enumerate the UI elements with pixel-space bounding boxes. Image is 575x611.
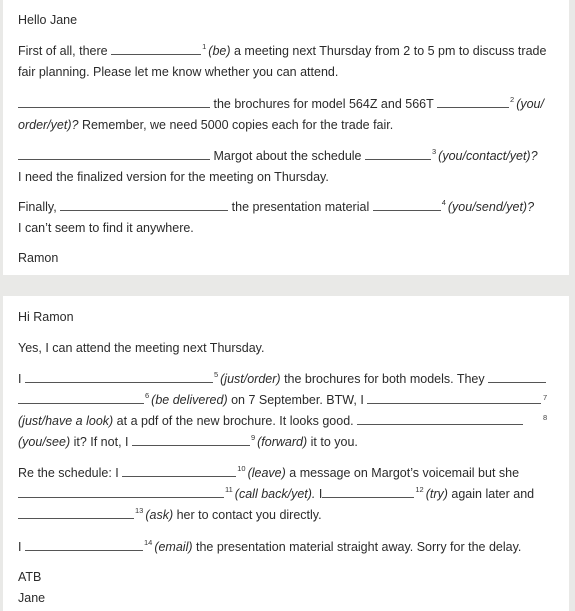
- gap-number: 12: [415, 485, 424, 494]
- line-2: fair planning. Please let me know whether you can attend.: [18, 65, 339, 79]
- line-4: order/yet)? Remember, we need 5000 copies each for the trade fair.: [18, 118, 394, 132]
- gap-number: 6: [145, 391, 150, 400]
- line-8: I can’t seem to find it anywhere.: [18, 221, 194, 235]
- email-card-ramon: [3, 0, 569, 275]
- line-5: Margot about the schedule $^3$ (you/contact/yet)?: [18, 148, 538, 166]
- gap-number: 11: [225, 485, 233, 494]
- blank-9[interactable]: [132, 434, 250, 446]
- blank-5[interactable]: [25, 371, 213, 383]
- line-6: I need the finalized version for the meeting on Thursday.: [18, 170, 329, 184]
- gap-number: 1: [202, 42, 207, 51]
- blank-4a[interactable]: [60, 199, 228, 211]
- gap-number: 10: [237, 464, 246, 473]
- blank-13[interactable]: [18, 507, 134, 519]
- gap-number: 3: [432, 147, 437, 156]
- line-7: Finally, the presentation material $^4$ (you/send/yet)?: [18, 198, 535, 214]
- gap-number: 14: [143, 538, 153, 547]
- gap-number: 13: [135, 506, 144, 515]
- gap-number: 2: [510, 95, 515, 104]
- gap-number: 5: [213, 370, 219, 379]
- signoff: Jane: [18, 591, 46, 605]
- blank-2b[interactable]: [437, 96, 509, 108]
- signoff: Ramon: [18, 251, 59, 265]
- greeting: Hi Ramon: [18, 310, 74, 324]
- gap-number: 9: [250, 433, 256, 442]
- blank-7[interactable]: [367, 392, 541, 404]
- blank-14[interactable]: [25, 539, 143, 551]
- line-9: I $^{14}$ (email) the presentation material straight away. Sorry for the delay.: [18, 538, 522, 554]
- line-4: (just/have a look) at a pdf of the new brochure. It looks good.: [18, 413, 523, 429]
- blank-6b[interactable]: [18, 392, 144, 404]
- blank-3b[interactable]: [365, 148, 431, 160]
- gap-number: 7: [543, 393, 548, 402]
- email-card-jane: [3, 296, 569, 611]
- line-6: Re the schedule: I $^{10}$ (leave) a message on Margot’s voicemail but she: [18, 464, 520, 480]
- line-1: First of all, there $^1$ (be) a meeting next Thursday from 2 to 5 pm to discuss trade: [18, 42, 547, 58]
- line-2: I $^5$ (just/order) the brochures for both models. They: [18, 371, 546, 389]
- greeting: Hello Jane: [18, 13, 78, 27]
- blank-2a[interactable]: [18, 96, 210, 108]
- blank-11[interactable]: [18, 486, 224, 498]
- closing: ATB: [18, 570, 42, 584]
- blank-10[interactable]: [122, 465, 236, 477]
- blank-4b[interactable]: [373, 199, 441, 211]
- line-1: Yes, I can attend the meeting next Thursday.: [18, 341, 265, 355]
- blank-8[interactable]: [357, 413, 523, 425]
- blank-3a[interactable]: [18, 148, 210, 160]
- blank-12[interactable]: [322, 486, 414, 498]
- line-7: $^{11}$ (call back/yet). I $^{12}$ (try) again later and: [18, 486, 534, 504]
- gap-number: 8: [543, 413, 548, 422]
- gap-number: 4: [441, 198, 446, 207]
- line-8: $^{13}$ (ask) her to contact you directly.: [18, 507, 322, 525]
- line-3: $^6$ (be delivered) on 7 September. BTW, I: [18, 392, 541, 410]
- line-3: the brochures for model 564Z and 566T $^2$ (you/: [18, 96, 544, 114]
- blank-1[interactable]: [111, 43, 201, 55]
- line-5: (you/see) it? If not, I $^9$ (forward) it to you.: [18, 433, 358, 449]
- blank-6a[interactable]: [488, 371, 546, 383]
